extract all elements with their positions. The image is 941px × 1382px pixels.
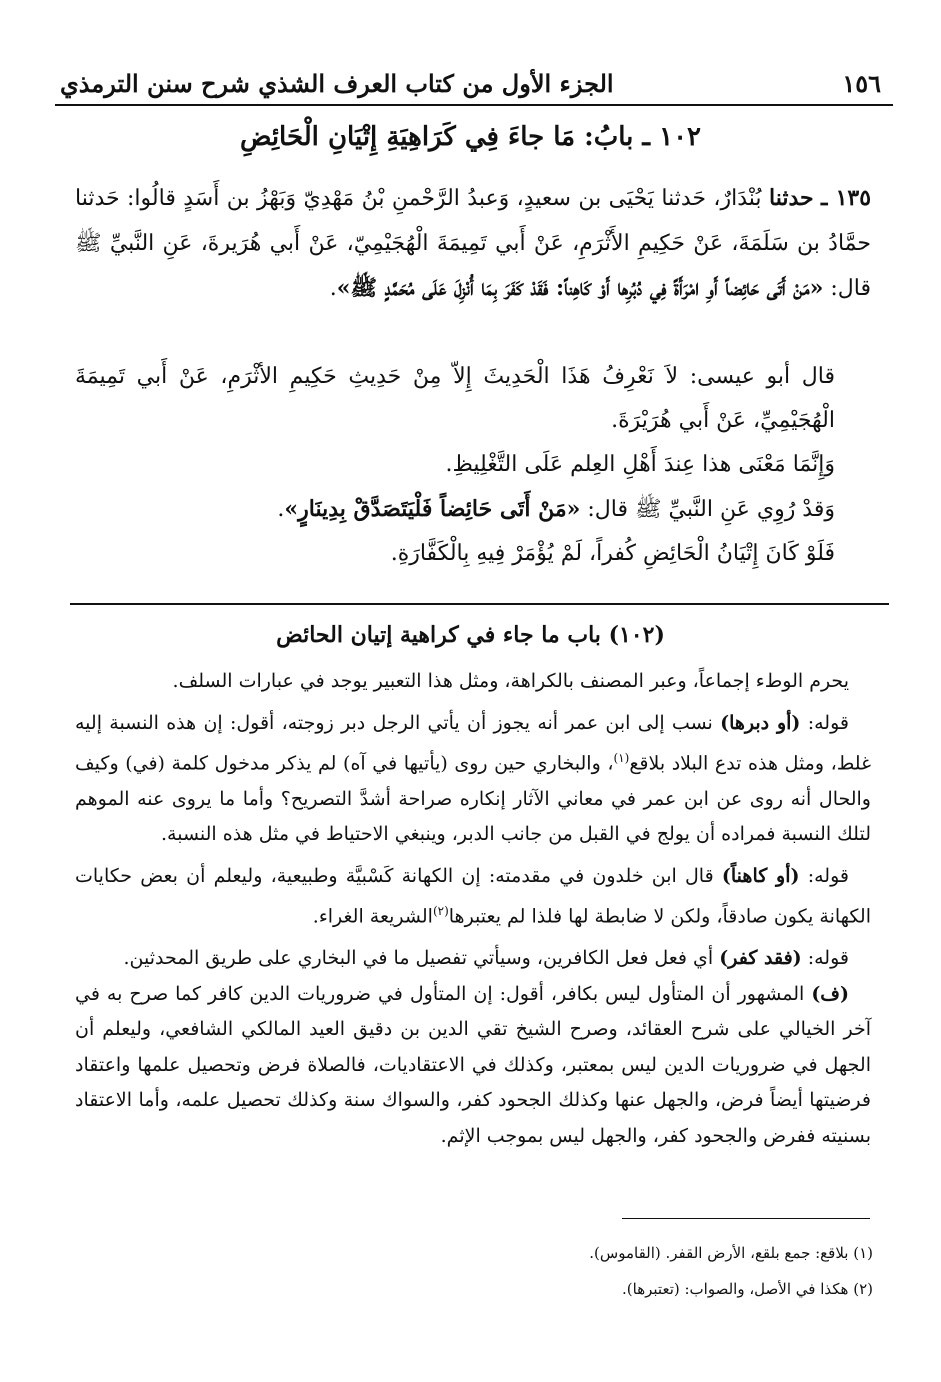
p4-text: أي فعل فعل الكافرين، وسيأتي تفصيل ما في البخاري على طريق المحدثين.	[123, 947, 714, 970]
hadith-isnad: بُنْدَارٌ، حَدثنا يَحْيَى بن سعيدٍ، وَعبدُ الرَّحْمنِ بْنُ مَهْدِيّ وَبَهْزُ بن أَسَدٍ قالُوا: حَدثنا حمَّادُ بن سَلَمَةَ، عَنْ حَكِيمِ الأَثْرَمِ، عَنْ أَبي تَمِيمَةَ الْهُجَيْمِيّ، عَنْ أَبي هُرَيرةَ، عَنِ النَّبيِّ ﷺ قال:	[75, 186, 871, 301]
p2-text: نسب إلى ابن عمر أنه يجوز أن يأتي الرجل دبر زوجته، أقول: إن هذه النسبة إليه غلط، ومثل هذه تدع البلاد بلاقع	[75, 711, 872, 775]
chapter-heading: ١٠٢ ـ بابُ: مَا جاءَ فِي كَرَاهِيَةِ إِتْيَانِ الْحَائِضِ	[239, 122, 702, 152]
abu-isa-paragraph-4: فَلَوْ كَانَ إِتْيَانُ الْحَائِضِ كُفراً، لَمْ يُؤْمَرْ فِيهِ بِالْكَفَّارَةِ.	[390, 541, 835, 566]
p5-bold: (ف)	[811, 982, 849, 1005]
abu-isa-paragraph-1: قال أبو عيسى: لاَ نَعْرِفُ هَذَا الْحَدِيثَ إِلاّ مِنْ حَدِيثِ حَكِيمِ الأثْرَمِ، عَنْ أَبي تَمِيمَةَ الْهُجَيْمِيِّ، عَنْ أَبي هُرَيْرَةَ.	[75, 364, 835, 433]
commentary-paragraph-4	[75, 941, 871, 977]
hadith-text	[75, 176, 871, 311]
hadith-lead: حدثنا	[768, 185, 814, 211]
header-divider	[55, 104, 893, 106]
abu-isa-p3-text: وَقدْ رُوِي عَنِ النَّبيِّ ﷺ قال:	[587, 497, 835, 522]
p2-bold: (أو دبرها)	[720, 711, 801, 734]
book-title: الجزء الأول من كتاب العرف الشذي شرح سنن الترمذي	[60, 69, 614, 98]
p2-text-cont: ، والبخاري حين روى (يأتيها في آه) لم يذكر مدخول كلمة (في) وكيف والحال أنه روى عن ابن عمر في معاني الآثار إنكاره صراحة أشدَّ التصريح؟ وأما ما يروى عنه الموهم لتلك النسبة فمراده أن يولج في القبل من جانب الدبر، وينبغي الاحتياط في مثل هذه النسبة.	[75, 752, 871, 846]
footnote-divider	[622, 1218, 870, 1219]
abu-isa-paragraph-2: وَإِنَّمَا مَعْنَى هذا عِندَ أَهْلِ العِلم عَلَى التَّغْلِيظِ.	[445, 452, 835, 477]
commentary-heading: (١٠٢) باب ما جاء في كراهية إتيان الحائض	[276, 622, 665, 648]
footnotes	[75, 1235, 873, 1307]
abu-isa-p3-quote: «مَنْ أَتَى حَائِضاً فَلْيَتَصَدَّقْ بِدِينَارٍ»	[284, 496, 581, 522]
footnote-ref-2[interactable]: (٢)	[432, 904, 449, 919]
footnote-ref-1[interactable]: (١)	[613, 751, 630, 765]
abu-isa-p3-end: .	[277, 497, 285, 522]
p3-bold: (أو كاهناً)	[721, 864, 800, 887]
commentary-body	[75, 664, 871, 1154]
p3-text: قال ابن خلدون في مقدمته: إن الكهانة كَسْبيَّة وطبيعية، وليعلم أن بعض حكايات الكهانة يكون صادقاً، ولكن لا ضابطة لها فلذا لم يعتبرها	[75, 864, 871, 928]
p3-label: قوله:	[807, 864, 849, 887]
p2-label: قوله:	[807, 711, 849, 734]
commentary-paragraph-5	[75, 977, 871, 1155]
p5-text: المشهور أن المتأول ليس بكافر، أقول: إن المتأول في ضروريات الدين كافر كما صرح به في آخر الخيالي على شرح العقائد، وصرح الشيخ تقي الدين بن دقيق العيد المالكي الشافعي، وليعلم أن الجهل في ضروريات الدين ليس بمعتبر، وكذلك في الاعتقاديات، فالصلاة فرض وتحصيل علمها واعتقاد فرضيتها أيضاً فرض، والجهل عنها وكذلك الجحود كفر، والسواك سنة وكذلك تحصيل علمه، وأما الاعتقاد بسنيته ففرض والجحود كفر، والجهل ليس بموجب الإثم.	[75, 982, 871, 1147]
page-number: ١٥٦	[842, 69, 881, 98]
hadith-matn: «مَنْ أَتَى حَائِضاً أَوِ امْرَأَةً فِي دُبُرِها أَوْ كَاهِناً: فَقَدْ كَفَرَ بِمَا أُنْزِلَ عَلَى مُحَمَّدٍ ﷺ»	[336, 275, 824, 301]
footnote-2: (٢) هكذا في الأصل، والصواب: (تعتبرها).	[622, 1280, 873, 1298]
hadith-end: .	[329, 276, 337, 301]
commentary-paragraph-2	[75, 706, 871, 853]
p4-bold: (فقد كفر)	[719, 947, 802, 970]
p3-text-cont: الشريعة الغراء.	[312, 905, 433, 928]
commentary-paragraph-1: يحرم الوطء إجماعاً، وعبر المصنف بالكراهة، ومثل هذا التعبير يوجد في عبارات السلف.	[172, 670, 849, 692]
section-divider	[70, 603, 889, 605]
commentary-paragraph-3	[75, 859, 871, 935]
hadith-number: ١٣٥ ـ	[821, 185, 872, 211]
running-header	[60, 58, 881, 98]
abu-isa-comment	[75, 355, 871, 576]
footnote-1: (١) بلاقع: جمع بلقع، الأرض القفر. (القاموس).	[589, 1244, 873, 1262]
p4-label: قوله:	[807, 947, 849, 970]
abu-isa-paragraph-3	[75, 487, 871, 532]
